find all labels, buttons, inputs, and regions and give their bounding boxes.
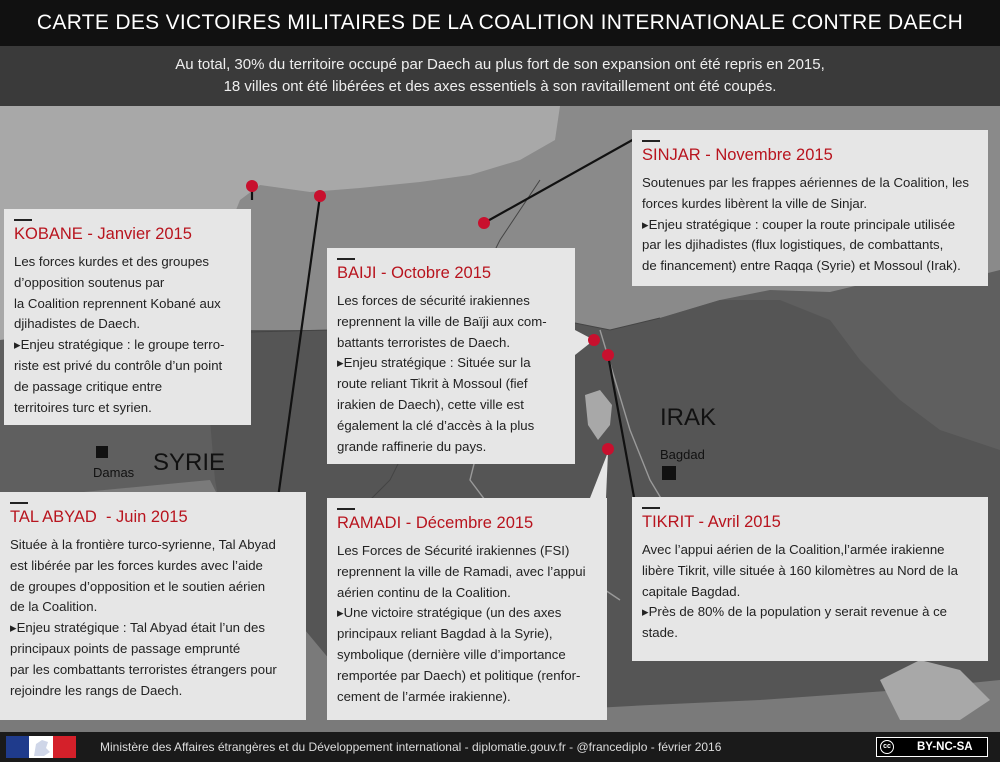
card-kobane — [4, 209, 251, 425]
marker-tikrit — [602, 349, 614, 361]
license-badge — [876, 737, 988, 757]
marianne-flag-logo — [6, 736, 76, 758]
subtitle-line-1: Au total, 30% du territoire occupé par Daech au plus fort de son expansion ont été repris en 2015, — [175, 56, 825, 73]
license-label: BY-NC-SA — [917, 741, 973, 753]
card-title: RAMADI - Décembre 2015 — [337, 514, 534, 532]
footer — [0, 732, 1000, 762]
card-text: Les forces de sécurité irakiennes reprennent la ville de Baïji aux com- battants terroristes de Daech. ▸Enjeu stratégique : Située sur la route reliant Tikrit à Mossoul (fief irakien de Daech), cette ville est également la clé d’accès à la plus grande raffinerie du pays. — [337, 293, 547, 454]
card-title: SINJAR - Novembre 2015 — [642, 146, 833, 164]
card-title: TAL ABYAD - Juin 2015 — [10, 508, 188, 526]
country-label-syria: SYRIE — [153, 449, 226, 476]
damascus-marker — [96, 446, 108, 458]
card-text: Les Forces de Sécurité irakiennes (FSI) reprennent la ville de Ramadi, avec l’appui aérien continu de la Coalition. ▸Une victoire stratégique (un des axes principaux reliant Bagdad à la Syrie), symbolique (dernière ville d’importance remportée par Daech) et politique (renfor- cement de l’armée irakienne). — [337, 543, 586, 704]
card-title: KOBANE - Janvier 2015 — [14, 225, 192, 243]
card-accent-bar — [10, 502, 28, 504]
cc-icon: cc — [880, 740, 894, 754]
city-label-damascus: Damas — [93, 465, 135, 480]
city-label-baghdad: Bagdad — [660, 447, 705, 462]
card-accent-bar — [14, 219, 32, 221]
page-subtitle — [0, 46, 1000, 106]
card-title: BAIJI - Octobre 2015 — [337, 264, 492, 282]
card-title: TIKRIT - Avril 2015 — [642, 513, 781, 531]
card-sinjar — [632, 130, 988, 286]
card-accent-bar — [337, 508, 355, 510]
page-title: CARTE DES VICTOIRES MILITAIRES DE LA COALITION INTERNATIONALE CONTRE DAECH — [0, 0, 1000, 46]
card-tikrit — [632, 497, 988, 661]
marker-sinjar — [478, 217, 490, 229]
baghdad-marker — [662, 466, 676, 480]
card-text: Les forces kurdes et des groupes d’opposition soutenus par la Coalition reprennent Kobané aux djihadistes de Daech. ▸Enjeu stratégique : le groupe terro- riste est privé du contrôle d’un point de passage critique entre territoires turc et syrien. — [14, 254, 225, 415]
bullet-icon: ▸ — [337, 355, 344, 371]
subtitle-line-2: 18 villes ont été libérées et des axes essentiels à son ravitaillement ont été coupés. — [223, 78, 777, 95]
card-text: Soutenues par les frappes aériennes de la Coalition, les forces kurdes libèrent la ville de Sinjar. ▸Enjeu stratégique : couper la route principale utilisée par les djihadistes (flux logistiques, de combattants, de financement) entre Raqqa (Syrie) et Mossoul (Irak). — [642, 175, 969, 274]
country-label-iraq: IRAK — [660, 404, 717, 431]
card-tal-abyad — [0, 492, 306, 720]
card-text: Située à la frontière turco-syrienne, Tal Abyad est libérée par les forces kurdes avec l’aide de groupes d’opposition et le soutien aérien de la Coalition. ▸Enjeu stratégique : Tal Abyad était l’un des principaux points de passage emprunté par les combattants terroristes étrangers pour rejoindre les rangs de Daech. — [10, 537, 277, 698]
card-baiji — [327, 248, 575, 464]
marker-ramadi — [602, 443, 614, 455]
card-accent-bar — [642, 140, 660, 142]
marker-tal-abyad — [314, 190, 326, 202]
marker-kobane — [246, 180, 258, 192]
card-text: Avec l’appui aérien de la Coalition,l’armée irakienne libère Tikrit, ville située à 160 kilomètres au Nord de la capitale Bagdad. ▸Près de 80% de la population y serait revenue à ce stade. — [642, 542, 958, 641]
bullet-icon: ▸ — [10, 620, 17, 636]
card-ramadi — [327, 498, 607, 720]
bullet-icon: ▸ — [337, 605, 344, 621]
bullet-icon: ▸ — [642, 216, 649, 232]
card-accent-bar — [337, 258, 355, 260]
bullet-icon: ▸ — [642, 604, 649, 620]
card-accent-bar — [642, 507, 660, 509]
footer-credits: Ministère des Affaires étrangères et du Développement international - diplomatie.gouv.fr - @francediplo - février 2016 — [100, 740, 722, 754]
marker-baiji — [588, 334, 600, 346]
bullet-icon: ▸ — [14, 337, 21, 353]
